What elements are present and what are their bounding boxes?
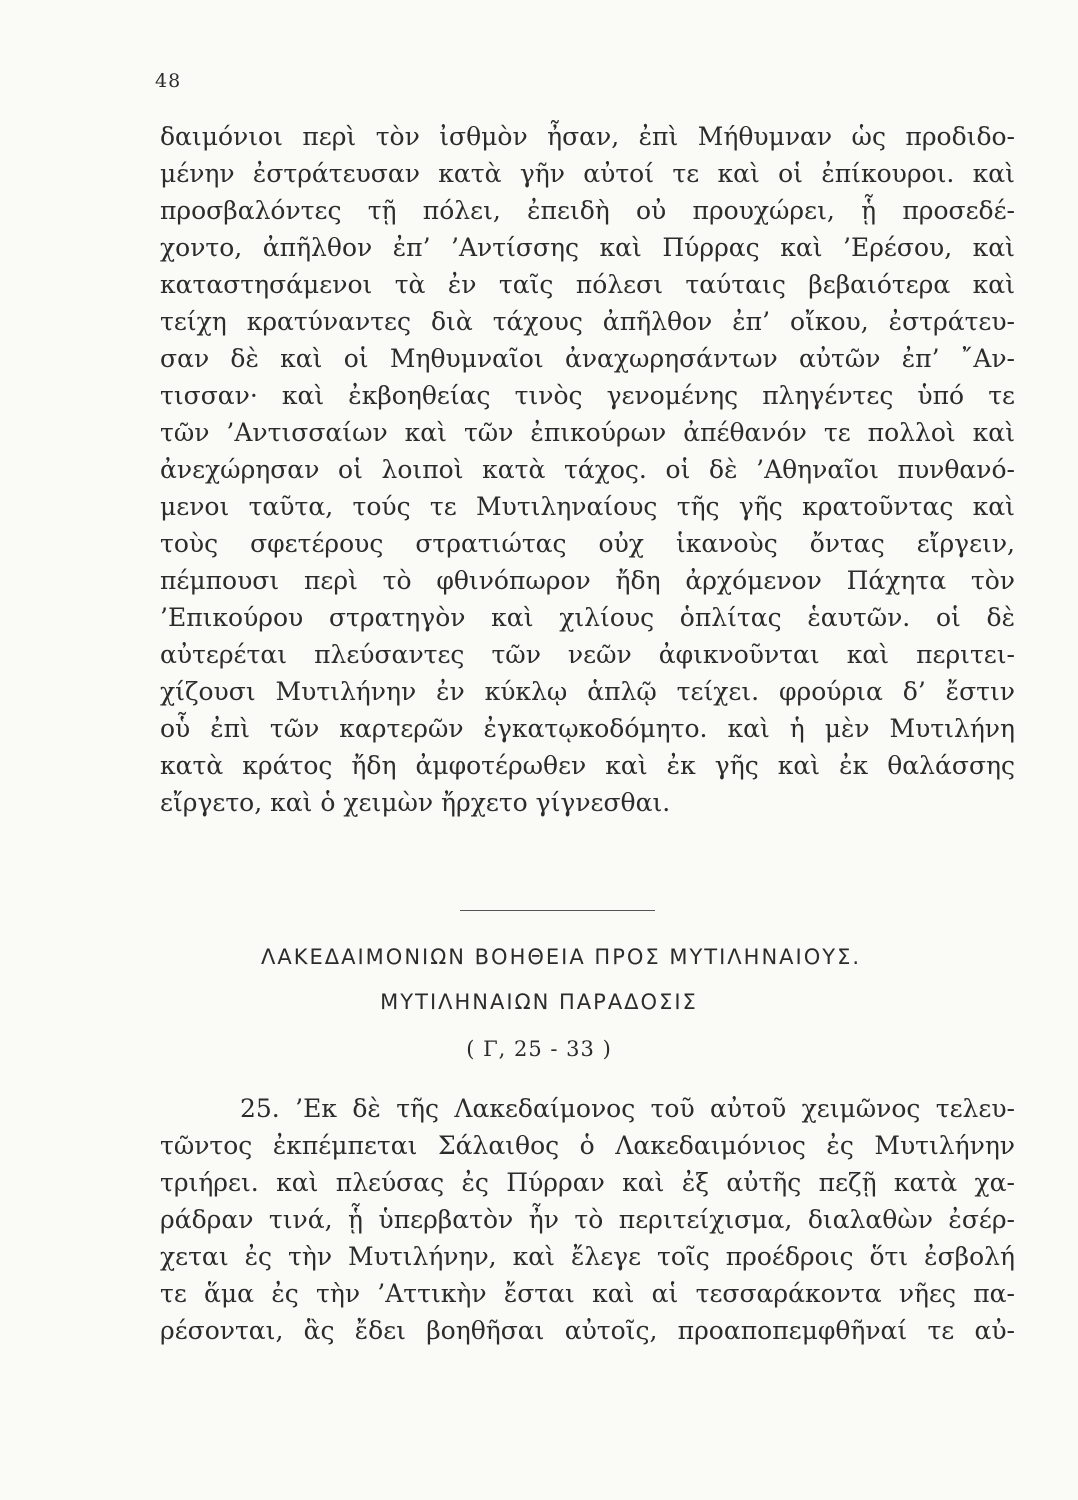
paragraph-1 (160, 118, 1015, 821)
text-line: καταστησάμενοι τὰ ἐν ταῖς πόλεσι ταύταις βεβαιότερα καὶ (160, 270, 1015, 299)
paragraph-2 (160, 1090, 1015, 1349)
section-subheading: ΜΥΤΙΛΗΝΑΙΩΝ ΠΑΡΑΔΟΣΙΣ (380, 990, 698, 1014)
section-divider (460, 910, 655, 911)
text-line: μενοι ταῦτα, τούς τε Μυτιληναίους τῆς γῆς κρατοῦντας καὶ (160, 492, 1015, 521)
text-line: δαιμόνιοι περὶ τὸν ἰσθμὸν ἦσαν, ἐπὶ Μήθυμναν ὡς προδιδο- (160, 122, 1015, 151)
text-line: τε ἅμα ἐς τὴν ’Αττικὴν ἔσται καὶ αἱ τεσσαράκοντα νῆες πα- (160, 1279, 1015, 1308)
text-line: ρέσονται, ἃς ἔδει βοηθῆσαι αὐτοῖς, προαποπεμφθῆναί τε αὐ- (160, 1316, 1015, 1345)
text-line: εἴργετο, καὶ ὁ χειμὼν ἤρχετο γίγνεσθαι. (160, 788, 671, 817)
text-line: 25. ’Εκ δὲ τῆς Λακεδαίμονος τοῦ αὐτοῦ χειμῶνος τελευ- (240, 1094, 1015, 1123)
text-line: τοὺς σφετέρους στρατιώτας οὐχ ἱκανοὺς ὄντας εἴργειν, (160, 529, 1015, 558)
text-line: πέμπουσι περὶ τὸ φθινόπωρον ἤδη ἀρχόμενον Πάχητα τὸν (160, 566, 1015, 595)
text-line: αὐτερέται πλεύσαντες τῶν νεῶν ἀφικνοῦνται καὶ περιτει- (160, 640, 1015, 669)
text-line: οὗ ἐπὶ τῶν καρτερῶν ἐγκατῳκοδόμητο. καὶ ἡ μὲν Μυτιλήνη (160, 714, 1015, 743)
section-heading: ΛΑΚΕΔΑΙΜΟΝΙΩΝ ΒΟΗΘΕΙΑ ΠΡΟΣ ΜΥΤΙΛΗΝΑΙΟΥΣ. (260, 945, 862, 969)
text-line: ’Επικούρου στρατηγὸν καὶ χιλίους ὁπλίτας ἑαυτῶν. οἱ δὲ (160, 603, 1015, 632)
text-line: τῶντος ἐκπέμπεται Σάλαιθος ὁ Λακεδαιμόνιος ἐς Μυτιλήνην (160, 1131, 1015, 1160)
text-line: προσβαλόντες τῇ πόλει, ἐπειδὴ οὐ προυχώρει, ᾗ προσεδέ- (160, 196, 1015, 225)
text-line: μένην ἐστράτευσαν κατὰ γῆν αὐτοί τε καὶ οἱ ἐπίκουροι. καὶ (160, 159, 1015, 188)
page-number: 48 (155, 70, 182, 92)
text-line: χεται ἐς τὴν Μυτιλήνην, καὶ ἔλεγε τοῖς προέδροις ὅτι ἐσβολή (160, 1242, 1015, 1271)
text-line: χίζουσι Μυτιλήνην ἐν κύκλῳ ἁπλῷ τείχει. φρούρια δ’ ἔστιν (160, 677, 1015, 706)
text-line: ἀνεχώρησαν οἱ λοιποὶ κατὰ τάχος. οἱ δὲ ’Αθηναῖοι πυνθανό- (160, 455, 1015, 484)
text-line: τισσαν· καὶ ἐκβοηθείας τινὸς γενομένης πληγέντες ὑπό τε (160, 381, 1015, 410)
text-line: τῶν ’Αντισσαίων καὶ τῶν ἐπικούρων ἀπέθανόν τε πολλοὶ καὶ (160, 418, 1015, 447)
text-line: ράδραν τινά, ᾗ ὑπερβατὸν ἦν τὸ περιτείχισμα, διαλαθὼν ἐσέρ- (160, 1205, 1015, 1234)
text-line: σαν δὲ καὶ οἱ Μηθυμναῖοι ἀναχωρησάντων αὐτῶν ἐπ’ ῎Αν- (160, 344, 1015, 373)
text-line: τριήρει. καὶ πλεύσας ἐς Πύρραν καὶ ἐξ αὐτῆς πεζῇ κατὰ χα- (160, 1168, 1015, 1197)
text-line: χοντο, ἀπῆλθον ἐπ’ ’Αντίσσης καὶ Πύρρας καὶ ’Ερέσου, καὶ (160, 233, 1015, 262)
text-line: τείχη κρατύναντες διὰ τάχους ἀπῆλθον ἐπ’ οἴκου, ἐστράτευ- (160, 307, 1015, 336)
text-line: κατὰ κράτος ἤδη ἀμφοτέρωθεν καὶ ἐκ γῆς καὶ ἐκ θαλάσσης (160, 751, 1015, 780)
section-reference: ( Γ, 25 - 33 ) (466, 1037, 612, 1061)
